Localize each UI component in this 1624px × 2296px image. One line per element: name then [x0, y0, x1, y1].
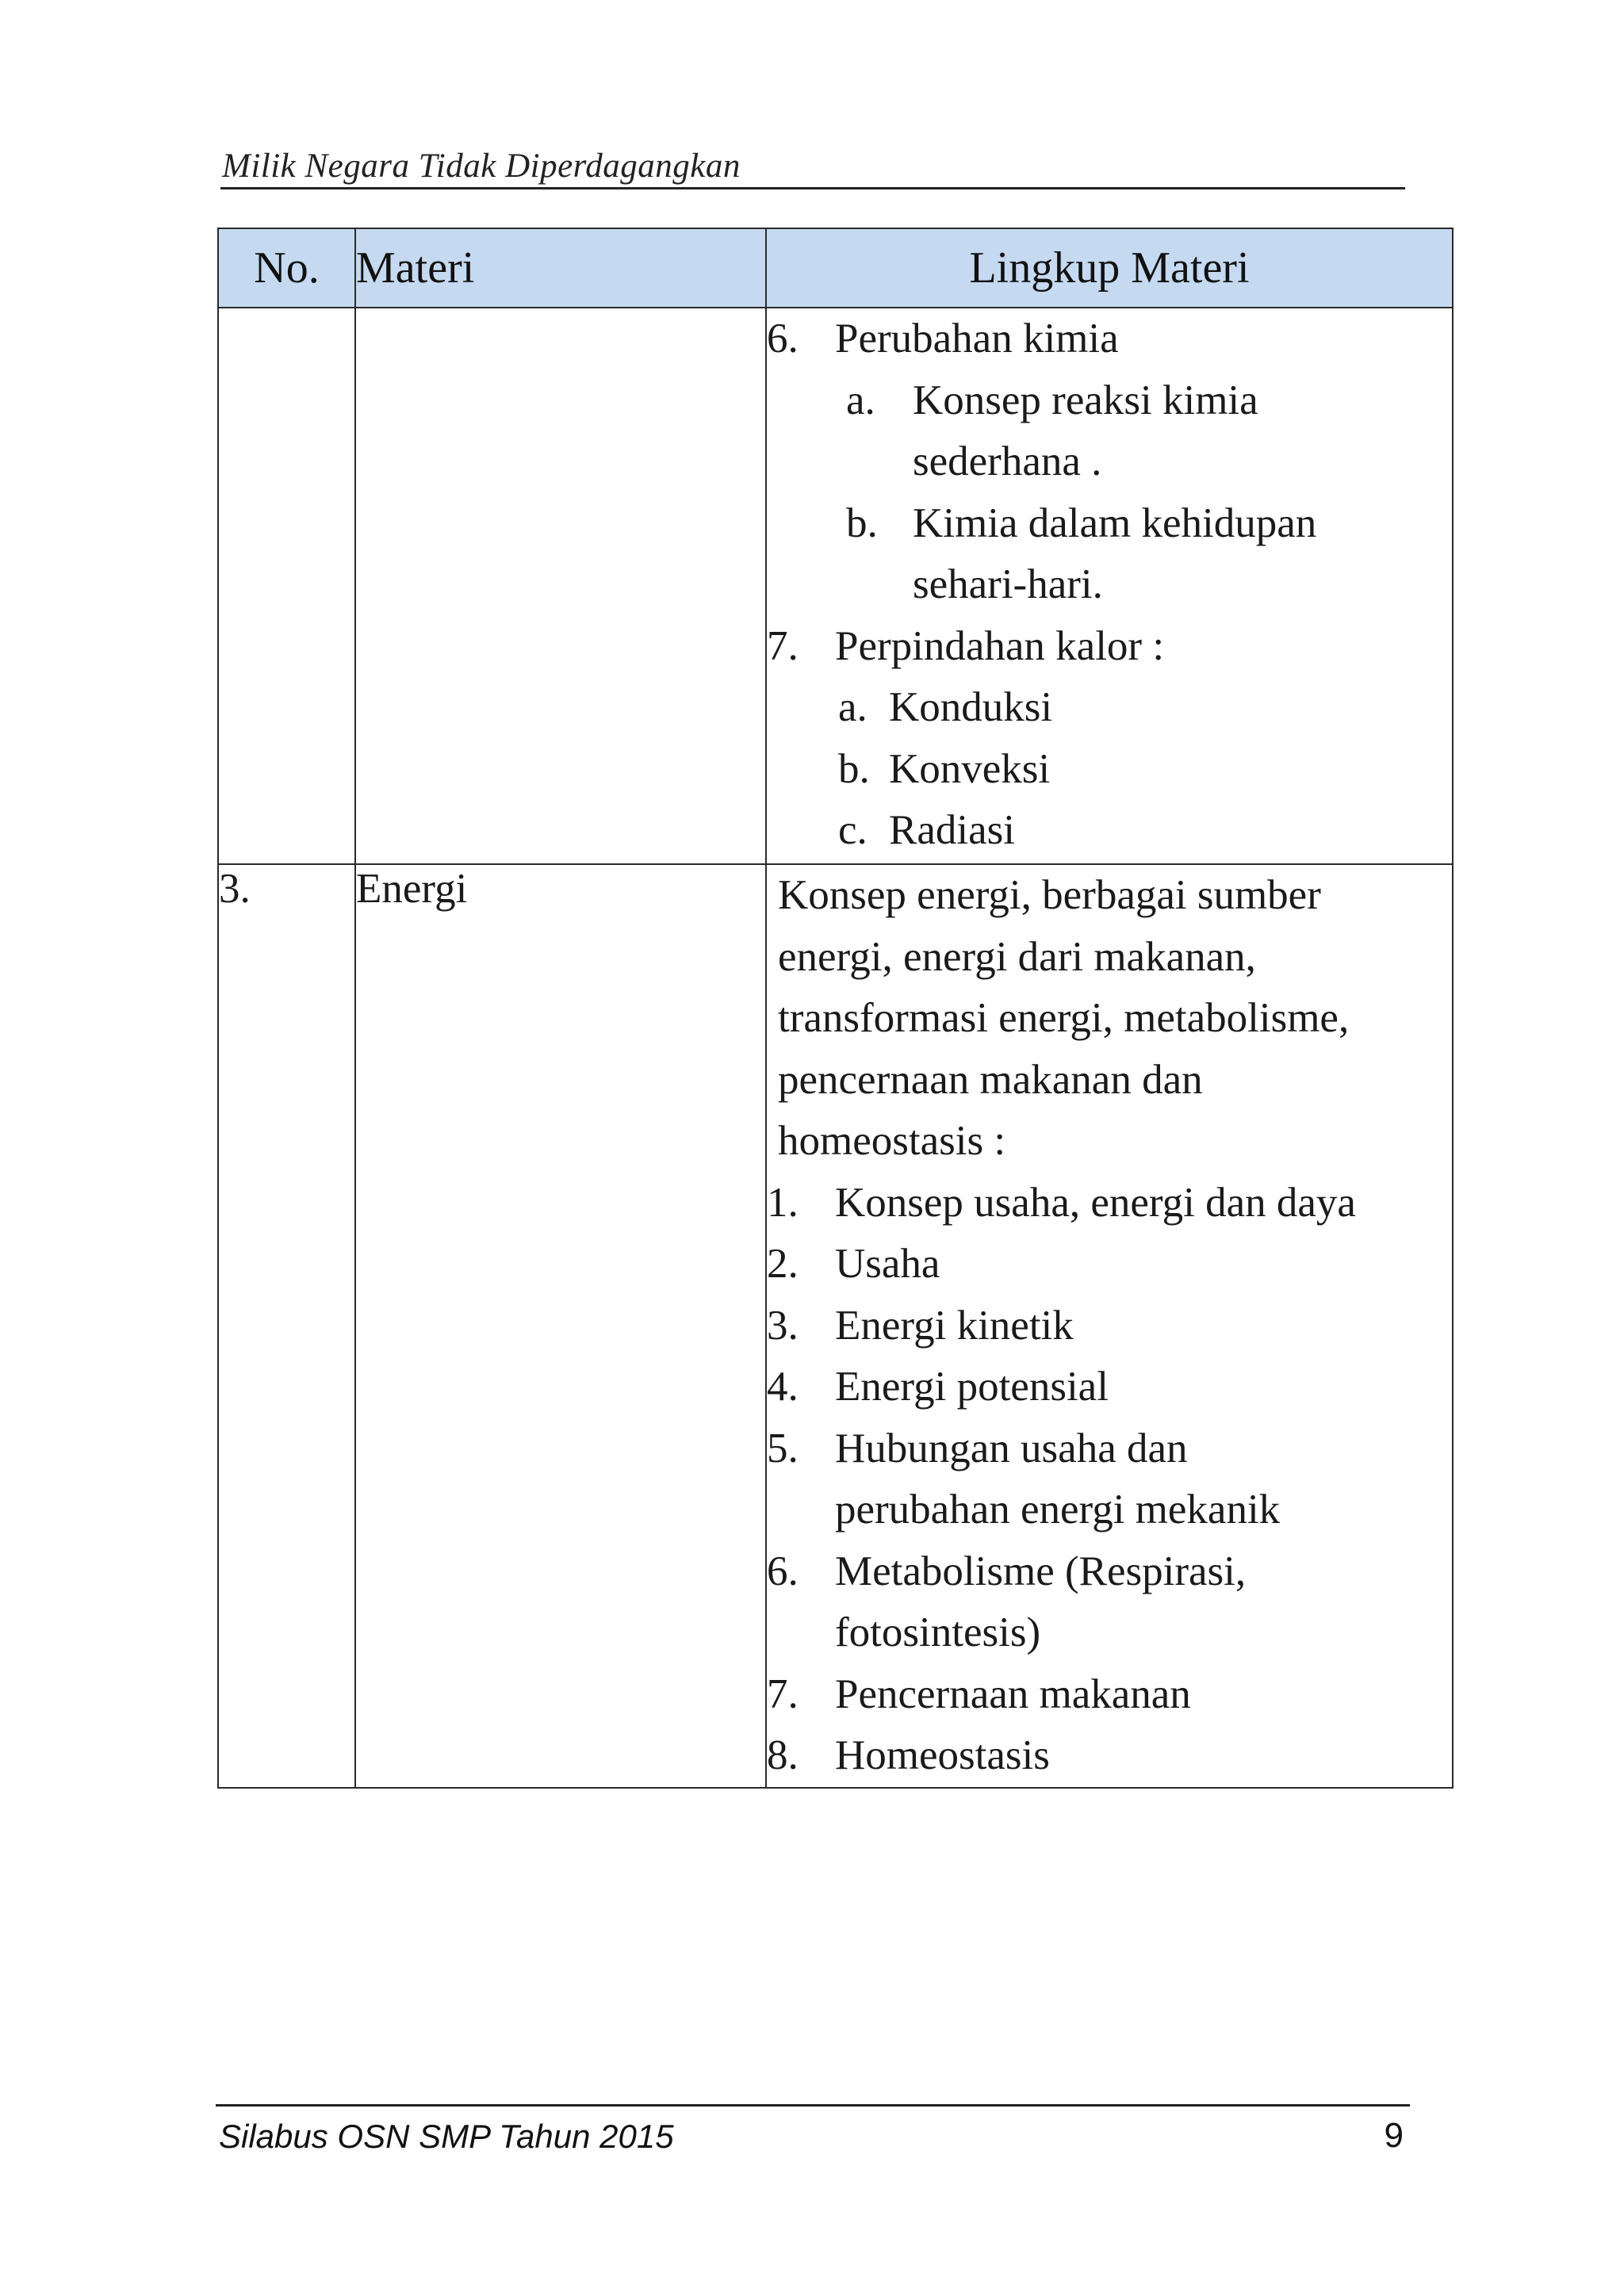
header-no: No. [218, 228, 355, 308]
sub-item-text: Konsep reaksi kimia [913, 377, 1258, 423]
item-continuation: fotosintesis) [835, 1609, 1041, 1655]
item-continuation: perubahan energi mekanik [835, 1487, 1281, 1533]
sub-item-text: Konveksi [889, 745, 1051, 792]
header-text: Milik Negara Tidak Diperdagangkan [222, 147, 741, 185]
list-item [767, 308, 1452, 370]
item-number: 6. [767, 1548, 799, 1594]
footer-title: Silabus OSN SMP Tahun 2015 [219, 2118, 674, 2155]
item-text: Perubahan kimia [835, 316, 1119, 362]
row2-no-cell: 3. [218, 864, 355, 1788]
item-text: Konsep usaha, energi dan daya [835, 1179, 1356, 1226]
row2-materi-cell: Energi [355, 864, 766, 1788]
item-number: 3. [767, 1302, 799, 1349]
row1-lingkup-cell [766, 308, 1453, 864]
sub-list-item [767, 800, 1452, 862]
list-item [767, 1418, 1452, 1480]
intro-line: Konsep energi, berbagai sumber [778, 872, 1321, 918]
list-item [767, 1664, 1452, 1726]
sub-item-text: Konduksi [889, 684, 1053, 730]
sub-item-text: Radiasi [889, 807, 1015, 853]
intro-paragraph [767, 865, 1452, 1173]
item-number: 4. [767, 1364, 799, 1410]
list-item [767, 1173, 1452, 1234]
item-text: Hubungan usaha dan [835, 1425, 1188, 1471]
page-footer [216, 2104, 1410, 2162]
list-item [767, 616, 1452, 678]
item-text: Energi potensial [835, 1364, 1109, 1410]
list-item [767, 1725, 1452, 1787]
intro-line: homeostasis : [778, 1118, 1006, 1164]
sub-item-letter: a. [838, 684, 868, 730]
sub-item-letter: a. [846, 377, 875, 423]
item-number: 2. [767, 1241, 799, 1287]
table-header-row [218, 228, 1453, 308]
sub-item-continuation: sederhana . [913, 438, 1102, 484]
table-row [218, 864, 1453, 1788]
item-text: Pencernaan makanan [835, 1670, 1191, 1717]
row2-lingkup-cell [766, 864, 1453, 1788]
sub-list-item [767, 493, 1452, 555]
row1-materi-cell [355, 308, 766, 864]
item-text: Perpindahan kalor : [835, 622, 1165, 669]
intro-line: transformasi energi, metabolisme, [778, 995, 1350, 1041]
intro-line: pencernaan makanan dan [778, 1056, 1203, 1103]
sub-list-item [767, 370, 1452, 432]
header-materi: Materi [355, 228, 766, 308]
item-number: 8. [767, 1732, 799, 1778]
item-text: Homeostasis [835, 1732, 1050, 1778]
item-number: 7. [767, 622, 799, 669]
sub-item-letter: c. [838, 807, 868, 853]
sub-list-item [767, 739, 1452, 801]
sub-item-letter: b. [846, 499, 878, 546]
row1-no-cell [218, 308, 355, 864]
item-text: Usaha [835, 1241, 940, 1287]
list-item [767, 1541, 1452, 1603]
syllabus-table [217, 228, 1454, 1789]
list-item [767, 1357, 1452, 1418]
table-row [218, 308, 1453, 864]
sub-item-letter: b. [838, 745, 870, 792]
item-number: 6. [767, 316, 799, 362]
item-text: Energi kinetik [835, 1302, 1074, 1349]
item-text: Metabolisme (Respirasi, [835, 1548, 1247, 1594]
sub-item-continuation: sehari-hari. [913, 561, 1103, 607]
intro-line: energi, energi dari makanan, [778, 933, 1256, 980]
page-number: 9 [1384, 2116, 1404, 2155]
header-lingkup-materi: Lingkup Materi [766, 228, 1453, 308]
list-item [767, 1234, 1452, 1295]
item-number: 5. [767, 1425, 799, 1471]
item-number: 7. [767, 1670, 799, 1717]
sub-item-text: Kimia dalam kehidupan [913, 499, 1317, 546]
page-header [220, 147, 1405, 189]
sub-list-item [767, 677, 1452, 739]
list-item [767, 1295, 1452, 1357]
item-number: 1. [767, 1179, 799, 1226]
